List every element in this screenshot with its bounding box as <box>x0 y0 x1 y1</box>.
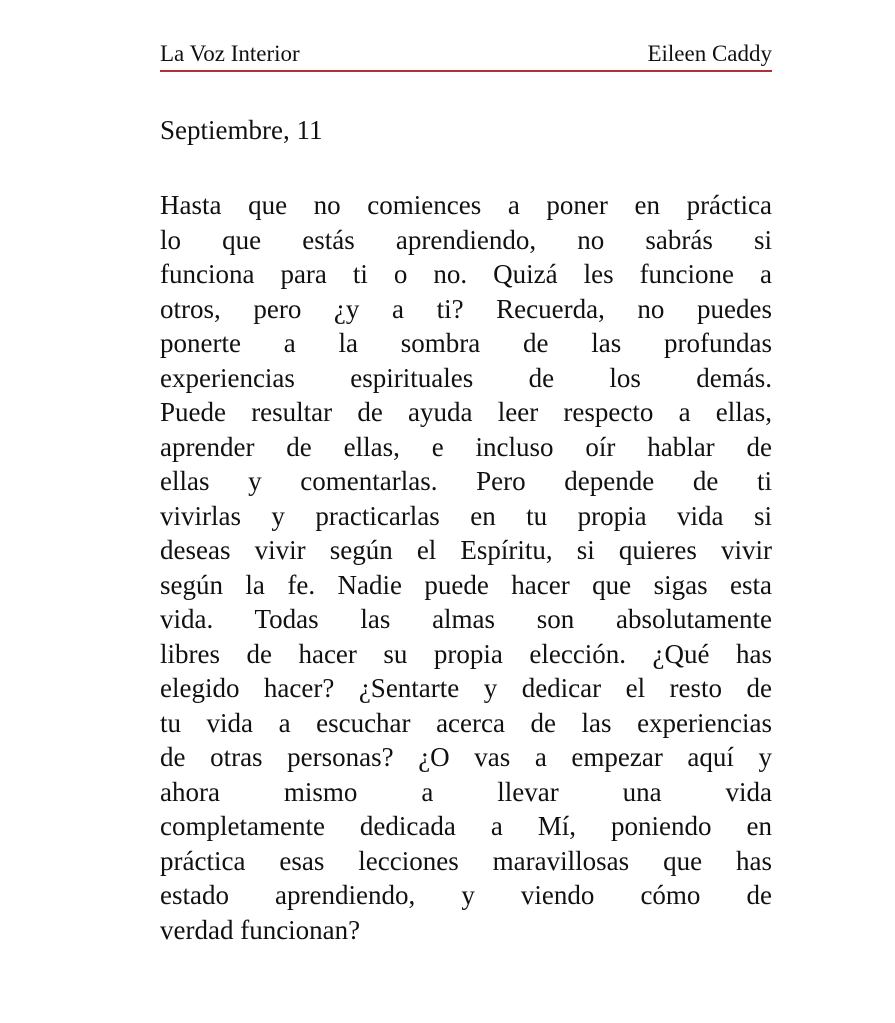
author-name: Eileen Caddy <box>647 41 772 66</box>
body-line: libres de hacer su propia elección. ¿Qué has <box>160 638 772 669</box>
body-line: tu vida a escuchar acerca de las experiencias <box>160 707 772 738</box>
body-line: deseas vivir según el Espíritu, si quieres vivir <box>160 535 772 565</box>
book-page <box>160 0 772 947</box>
body-line: ellas y comentarlas. Pero depende de ti <box>160 466 772 496</box>
body-line: lo que estás aprendiendo, no sabrás si <box>160 224 772 255</box>
body-line: funciona para ti o no. Quizá les funcione a <box>160 259 772 289</box>
body-line: aprender de ellas, e incluso oír hablar de <box>160 431 772 462</box>
body-line: según la fe. Nadie puede hacer que sigas esta <box>160 569 772 600</box>
body-line: Puede resultar de ayuda leer respecto a ellas, <box>160 397 772 427</box>
body-line: práctica esas lecciones maravillosas que has <box>160 845 772 876</box>
body-line: experiencias espirituales de los demás. <box>160 362 772 393</box>
running-header <box>160 0 772 72</box>
book-title: La Voz Interior <box>160 41 300 66</box>
body-line: estado aprendiendo, y viendo cómo de <box>160 880 772 910</box>
body-line: vivirlas y practicarlas en tu propia vida si <box>160 500 772 531</box>
entry-date: Septiembre, 11 <box>160 115 323 145</box>
body-line: elegido hacer? ¿Sentarte y dedicar el resto de <box>160 673 772 703</box>
body-line: ponerte a la sombra de las profundas <box>160 328 772 358</box>
body-line: verdad funcionan? <box>160 914 361 945</box>
body-line: de otras personas? ¿O vas a empezar aquí y <box>160 742 772 772</box>
body-line: ahora mismo a llevar una vida <box>160 776 772 807</box>
header-rule <box>160 70 772 72</box>
body-line: completamente dedicada a Mí, poniendo en <box>160 811 772 841</box>
entry-body <box>160 188 772 947</box>
body-line: Hasta que no comiences a poner en práctica <box>160 190 772 220</box>
body-line: vida. Todas las almas son absolutamente <box>160 604 772 634</box>
body-line: otros, pero ¿y a ti? Recuerda, no puedes <box>160 293 772 324</box>
